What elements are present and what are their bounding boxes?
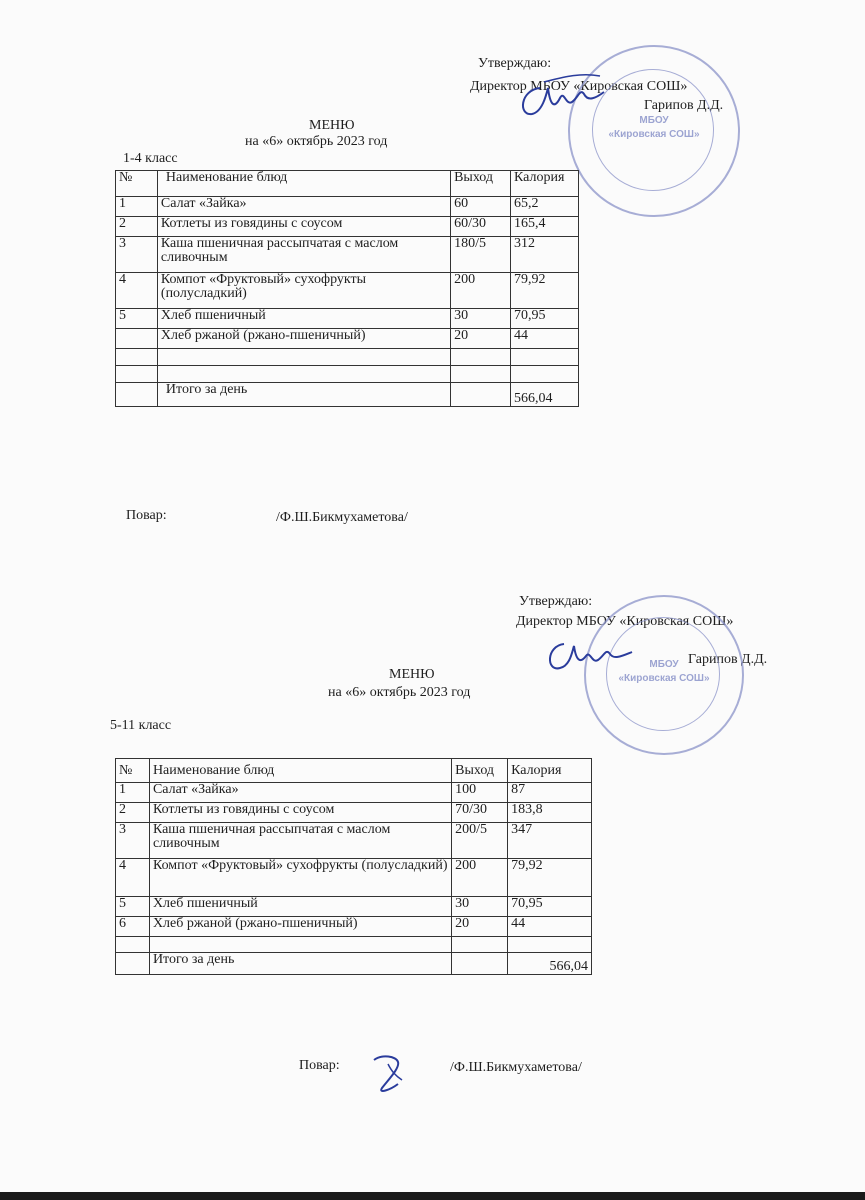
row-name: Котлеты из говядины с соусом — [149, 803, 451, 823]
row-num: 1 — [116, 197, 158, 217]
row-cal: 44 — [511, 329, 579, 349]
row-num: 6 — [116, 917, 150, 937]
row-num — [116, 366, 158, 383]
stamp-org: МБОУ — [639, 115, 669, 126]
table-row-empty — [116, 349, 579, 366]
row-num — [116, 937, 150, 953]
row-out: 180/5 — [451, 237, 511, 273]
table-row — [116, 917, 592, 937]
row-name: Компот «Фруктовый» сухофрукты (полусладкий) — [157, 273, 450, 309]
table-row — [116, 217, 579, 237]
approve-position-1: Директор МБОУ «Кировская СОШ» — [470, 79, 688, 94]
director-signature-2 — [540, 632, 640, 682]
scan-edge — [0, 1192, 865, 1200]
menu-heading-2: МЕНЮ — [389, 667, 435, 682]
total-value: 566,04 — [511, 383, 579, 407]
total-row — [116, 383, 579, 407]
row-out: 30 — [452, 897, 508, 917]
row-num: 2 — [116, 803, 150, 823]
row-cal: 70,95 — [511, 309, 579, 329]
cook-name-1: /Ф.Ш.Бикмухаметова/ — [276, 510, 408, 525]
table-row — [116, 197, 579, 217]
class-label-2: 5-11 класс — [110, 718, 172, 733]
row-name — [157, 349, 450, 366]
approve-name-2: Гарипов Д.Д. — [688, 652, 768, 667]
row-num: 3 — [116, 823, 150, 859]
col-out: Выход — [451, 171, 511, 197]
menu-heading-1: МЕНЮ — [309, 118, 355, 133]
col-name: Наименование блюд — [157, 171, 450, 197]
director-signature — [500, 58, 620, 128]
row-name: Компот «Фруктовый» сухофрукты (полусладкий) — [149, 859, 451, 897]
table-row — [116, 859, 592, 897]
col-num: № — [116, 171, 158, 197]
col-cal: Калория — [508, 759, 592, 783]
cook-name-2: /Ф.Ш.Бикмухаметова/ — [450, 1060, 582, 1075]
row-num: 5 — [116, 309, 158, 329]
row-cal: 312 — [511, 237, 579, 273]
row-num: 4 — [116, 859, 150, 897]
table-row — [116, 329, 579, 349]
row-name: Хлеб пшеничный — [157, 309, 450, 329]
row-out: 60/30 — [451, 217, 511, 237]
row-cal: 87 — [508, 783, 592, 803]
menu-table-2 — [115, 758, 592, 975]
cook-label-1: Повар: — [126, 508, 167, 523]
menu-table-1 — [115, 170, 579, 407]
stamp-org: МБОУ — [649, 659, 679, 670]
row-name — [149, 937, 451, 953]
menu-date-2: на «6» октябрь 2023 год — [328, 685, 471, 700]
row-out — [451, 366, 511, 383]
row-out: 60 — [451, 197, 511, 217]
row-out: 200 — [452, 859, 508, 897]
row-name: Салат «Зайка» — [149, 783, 451, 803]
col-cal: Калория — [511, 171, 579, 197]
approve-title-1: Утверждаю: — [478, 56, 552, 71]
row-cal: 65,2 — [511, 197, 579, 217]
stamp-school: «Кировская СОШ» — [608, 129, 700, 140]
total-label: Итого за день — [149, 953, 451, 975]
table-row — [116, 897, 592, 917]
table-row — [116, 803, 592, 823]
row-out: 70/30 — [452, 803, 508, 823]
total-row — [116, 953, 592, 975]
row-name: Котлеты из говядины с соусом — [157, 217, 450, 237]
row-name: Хлеб ржаной (ржано-пшеничный) — [149, 917, 451, 937]
row-out: 30 — [451, 309, 511, 329]
table-row-empty — [116, 366, 579, 383]
cook-signature — [368, 1050, 412, 1096]
row-out: 20 — [452, 917, 508, 937]
row-name: Хлеб пшеничный — [149, 897, 451, 917]
row-name — [157, 366, 450, 383]
table-header — [116, 759, 592, 783]
table-row — [116, 273, 579, 309]
row-cal: 44 — [508, 917, 592, 937]
row-cal: 79,92 — [508, 859, 592, 897]
row-num: 3 — [116, 237, 158, 273]
row-out: 200/5 — [452, 823, 508, 859]
row-out: 200 — [451, 273, 511, 309]
row-name: Хлеб ржаной (ржано-пшеничный) — [157, 329, 450, 349]
row-out: 20 — [451, 329, 511, 349]
total-blank — [116, 953, 150, 975]
col-num: № — [116, 759, 150, 783]
row-num: 5 — [116, 897, 150, 917]
row-out: 100 — [452, 783, 508, 803]
col-out: Выход — [452, 759, 508, 783]
total-label: Итого за день — [157, 383, 450, 407]
row-cal: 70,95 — [508, 897, 592, 917]
row-num: 1 — [116, 783, 150, 803]
row-num — [116, 329, 158, 349]
row-cal: 165,4 — [511, 217, 579, 237]
row-out — [452, 937, 508, 953]
table-row — [116, 309, 579, 329]
total-blank — [451, 383, 511, 407]
row-num — [116, 349, 158, 366]
row-cal — [508, 937, 592, 953]
table-row — [116, 823, 592, 859]
approve-name-1: Гарипов Д.Д. — [644, 98, 724, 113]
row-name: Каша пшеничная рассыпчатая с маслом сливочным — [149, 823, 451, 859]
row-cal — [511, 366, 579, 383]
table-row — [116, 783, 592, 803]
row-cal: 347 — [508, 823, 592, 859]
total-blank — [452, 953, 508, 975]
row-cal: 79,92 — [511, 273, 579, 309]
table-header — [116, 171, 579, 197]
stamp-school: «Кировская СОШ» — [618, 673, 710, 684]
row-name: Каша пшеничная рассыпчатая с маслом сливочным — [157, 237, 450, 273]
class-label-1: 1-4 класс — [123, 151, 178, 166]
table-row — [116, 237, 579, 273]
approve-title-2: Утверждаю: — [519, 594, 593, 609]
row-name: Салат «Зайка» — [157, 197, 450, 217]
col-name: Наименование блюд — [149, 759, 451, 783]
total-value: 566,04 — [508, 953, 592, 975]
row-out — [451, 349, 511, 366]
row-cal — [511, 349, 579, 366]
approve-position-2: Директор МБОУ «Кировская СОШ» — [516, 614, 734, 629]
menu-date-1: на «6» октябрь 2023 год — [245, 134, 388, 149]
row-num: 4 — [116, 273, 158, 309]
table-row-empty — [116, 937, 592, 953]
row-cal: 183,8 — [508, 803, 592, 823]
total-blank — [116, 383, 158, 407]
cook-label-2: Повар: — [299, 1058, 340, 1073]
row-num: 2 — [116, 217, 158, 237]
